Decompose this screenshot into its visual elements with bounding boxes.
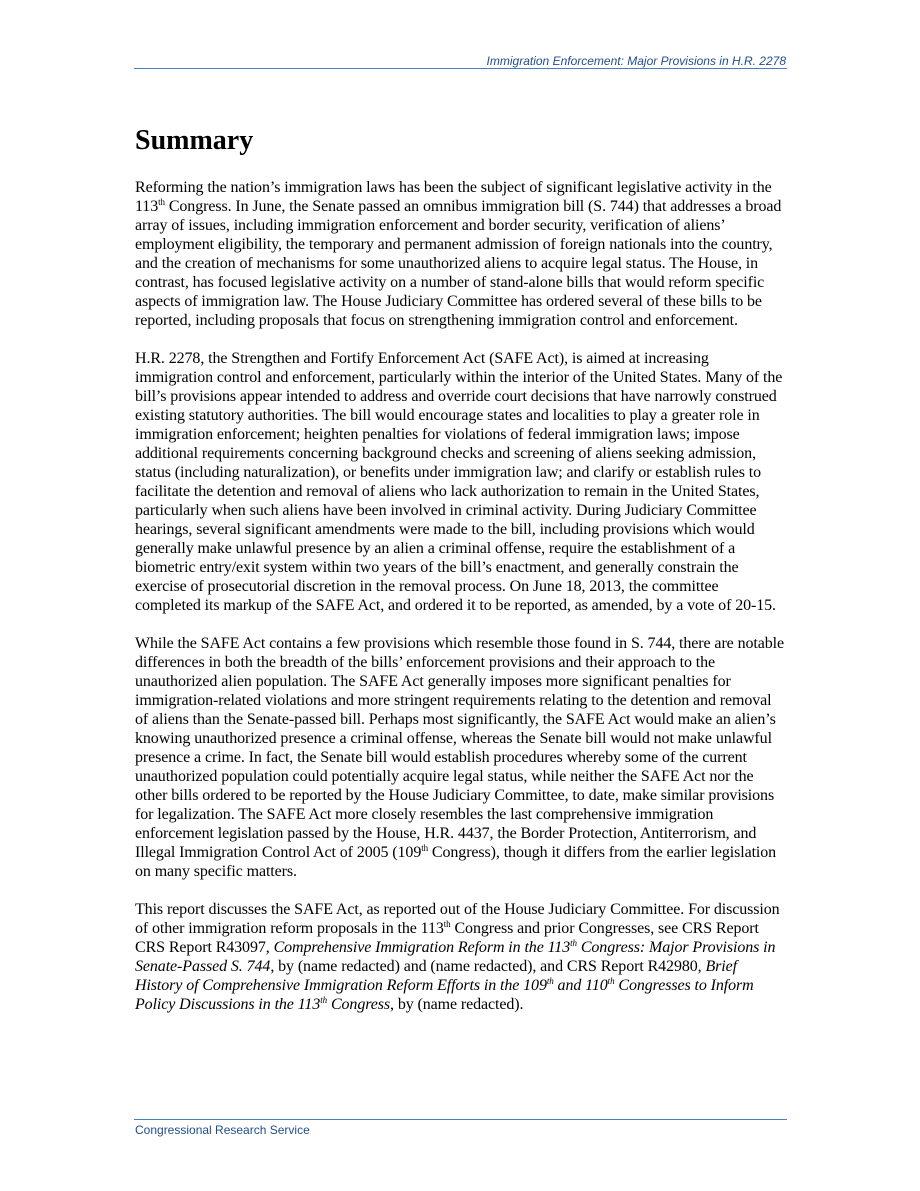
section-heading: Summary — [135, 125, 254, 156]
title-part: Congress — [327, 996, 391, 1013]
paragraph-4-text-c: , by (name redacted) and (name redacted), and CRS Report R42980, — [270, 958, 706, 975]
paragraph-4-text-b: Congress and prior Congresses, see CRS Report CRS Report R43097, — [135, 920, 759, 956]
summary-body — [135, 178, 787, 1033]
ordinal-superscript: th — [607, 976, 615, 986]
title-part: Brief History of Comprehensive Immigration Reform Efforts in the 109 — [135, 958, 737, 994]
paragraph-3 — [135, 634, 787, 881]
title-part: Comprehensive Immigration Reform in the 113 — [273, 939, 571, 956]
footer-organization: Congressional Research Service — [135, 1123, 310, 1137]
footer-rule — [134, 1119, 787, 1120]
paragraph-3-text-a: While the SAFE Act contains a few provisions which resemble those found in S. 744, there are notable differences in both the breadth of the bills’ enforcement provisions and their approach to the unauthorized alien population. The SAFE Act generally imposes more significant penalties for immigration-related violations and more stringent requirements relating to the detention and removal of aliens than the Senate-passed bill. Perhaps most significantly, the SAFE Act would make an alien’s knowing unauthorized presence a criminal offense, whereas the Senate bill would not make unlawful presence a crime. In fact, the Senate bill would establish procedures whereby some of the current unauthorized population could potentially acquire legal status, while neither the SAFE Act nor the other bills ordered to be reported by the House Judiciary Committee, to date, make similar provisions for legalization. The SAFE Act more closely resembles the last comprehensive immigration enforcement legislation passed by the House, H.R. 4437, the Border Protection, Antiterrorism, and Illegal Immigration Control Act of 2005 (109 — [135, 635, 784, 861]
running-header: Immigration Enforcement: Major Provisions in H.R. 2278 — [486, 54, 786, 68]
paragraph-4-text-d: , by (name redacted). — [390, 996, 524, 1013]
header-rule — [134, 68, 787, 69]
title-part: Congress: Major Provisions in Senate-Passed S. 744 — [135, 939, 776, 975]
ordinal-superscript: th — [546, 976, 554, 986]
ordinal-superscript: th — [421, 843, 429, 853]
title-part: and 110 — [553, 977, 608, 994]
paragraph-1 — [135, 178, 787, 330]
ordinal-superscript: th — [158, 197, 165, 207]
paragraph-1-text-b: Congress. In June, the Senate passed an omnibus immigration bill (S. 744) that addresses a broad array of issues, including immigration enforcement and border security, verification of aliens’ employment eligibility, the temporary and permanent admission of foreign nationals into the country, and the creation of mechanisms for some unauthorized aliens to acquire legal status. The House, in contrast, has focused legislative activity on a number of stand-alone bills that would reform specific aspects of immigration law. The House Judiciary Committee has ordered several of these bills to be reported, including proposals that focus on strengthening immigration control and enforcement. — [135, 198, 782, 329]
title-part: Congresses to Inform Policy Discussions in the 113 — [135, 977, 754, 1013]
paragraph-3-text-b: Congress), though it differs from the earlier legislation on many specific matters. — [135, 844, 777, 880]
paragraph-4-text-a: This report discusses the SAFE Act, as reported out of the House Judiciary Committee. For discussion of other immigration reform proposals in the 113 — [135, 901, 780, 937]
ordinal-superscript: th — [570, 938, 577, 948]
ordinal-superscript: th — [443, 919, 451, 929]
paragraph-1-text-a: Reforming the nation’s immigration laws has been the subject of significant legislative activity in the 113 — [135, 179, 772, 215]
paragraph-4 — [135, 900, 787, 1014]
paragraph-2: H.R. 2278, the Strengthen and Fortify Enforcement Act (SAFE Act), is aimed at increasing immigration control and enforcement, particularly within the interior of the United States. Many of the bill’s provisions appear intended to address and override court decisions that have narrowly construed existing statutory authorities. The bill would encourage states and localities to play a greater role in immigration enforcement; heighten penalties for violations of federal immigration laws; impose additional requirements concerning background checks and screening of aliens seeking admission, status (including naturalization), or benefits under immigration law; and clarify or establish rules to facilitate the detention and removal of aliens who lack authorization to remain in the United States, particularly when such aliens have been involved in criminal activity. During Judiciary Committee hearings, several significant amendments were made to the bill, including provisions which would generally make unlawful presence by an alien a criminal offense, require the establishment of a biometric entry/exit system within two years of the bill’s enactment, and generally constrain the exercise of prosecutorial discretion in the removal process. On June 18, 2013, the committee completed its markup of the SAFE Act, and ordered it to be reported, as amended, by a vote of 20-15. — [135, 350, 783, 614]
ordinal-superscript: th — [320, 995, 328, 1005]
